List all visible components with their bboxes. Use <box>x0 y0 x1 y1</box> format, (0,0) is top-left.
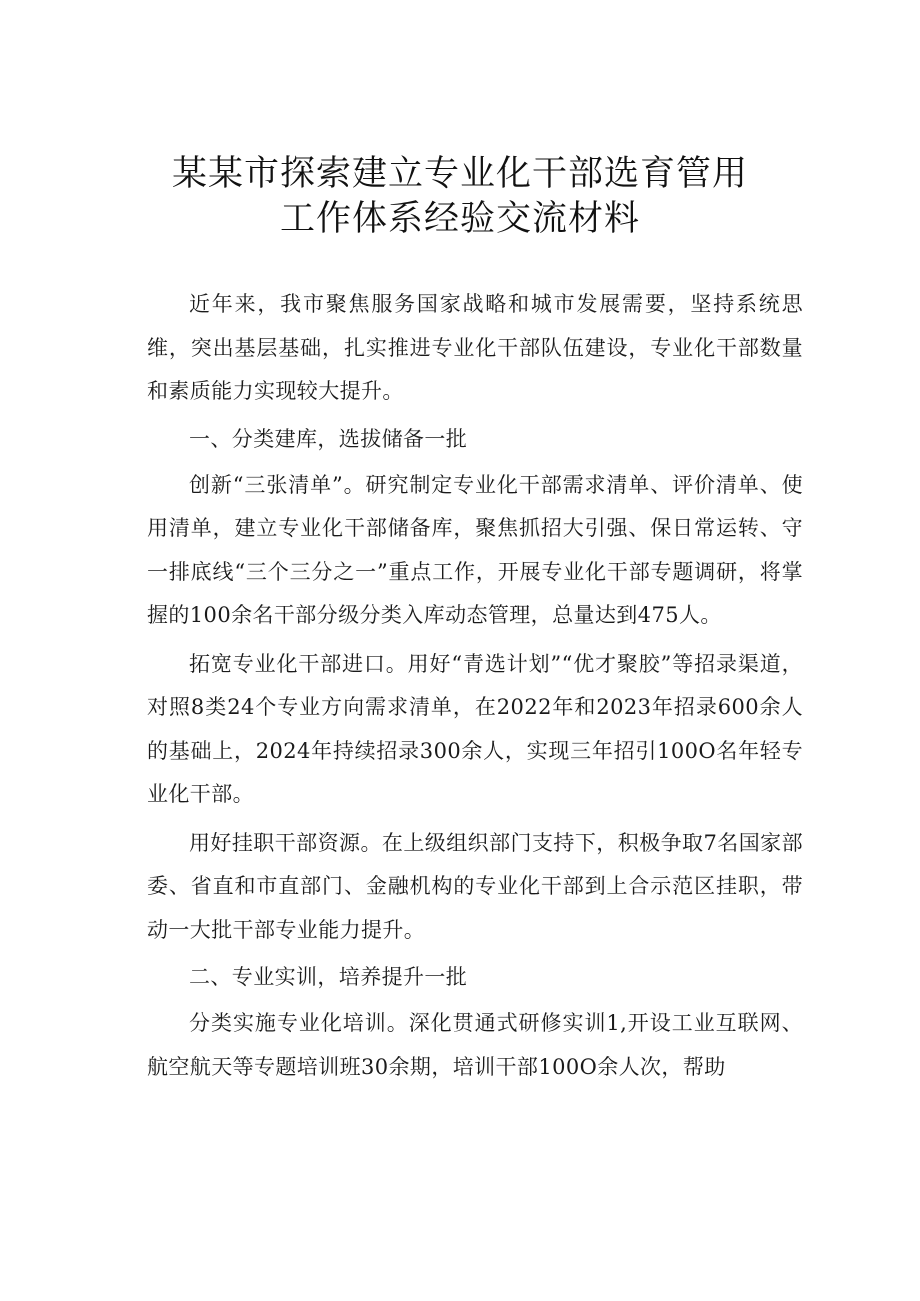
paragraph-recruitment: 拓宽专业化干部进口。用好“青选计划”“优才聚胶”等招录渠道，对照8类24个专业方向需求清单，在2022年和2023年招录600余人的基础上，2024年持续招录300余人，实现三年招引100O名年轻专业化干部。 <box>147 651 803 806</box>
section-heading-2: 二、专业实训，培养提升一批 <box>189 965 468 989</box>
document-title-line-1: 某某市探索建立专业化干部选育管用 <box>171 154 748 194</box>
document-title-line-2: 工作体系经验交流材料 <box>279 199 640 239</box>
paragraph-training: 分类实施专业化培训。深化贯通式研修实训1,开设工业互联网、航空航天等专题培训班30余期，培训干部100O余人次，帮助 <box>147 1011 803 1079</box>
section-heading-1: 一、分类建库，选拔储备一批 <box>189 426 468 451</box>
paragraph-secondment: 用好挂职干部资源。在上级组织部门支持下，积极争取7名国家部委、省直和市直部门、金融机构的专业化干部到上合示范区挂职，带动一大批干部专业能力提升。 <box>147 830 803 942</box>
intro-paragraph: 近年来，我市聚焦服务国家战略和城市发展需要，坚持系统思维，突出基层基础，扎实推进专业化干部队伍建设，专业化干部数量和素质能力实现较大提升。 <box>147 292 803 403</box>
document-body <box>147 283 803 1089</box>
paragraph-three-lists: 创新“三张清单”。研究制定专业化干部需求清单、评价清单、使用清单，建立专业化干部储备库，聚焦抓招大引强、保日常运转、守一排底线“三个三分之一”重点工作，开展专业化干部专题调研，将掌握的100余名干部分级分类入库动态管理，总量达到475人。 <box>147 472 803 627</box>
